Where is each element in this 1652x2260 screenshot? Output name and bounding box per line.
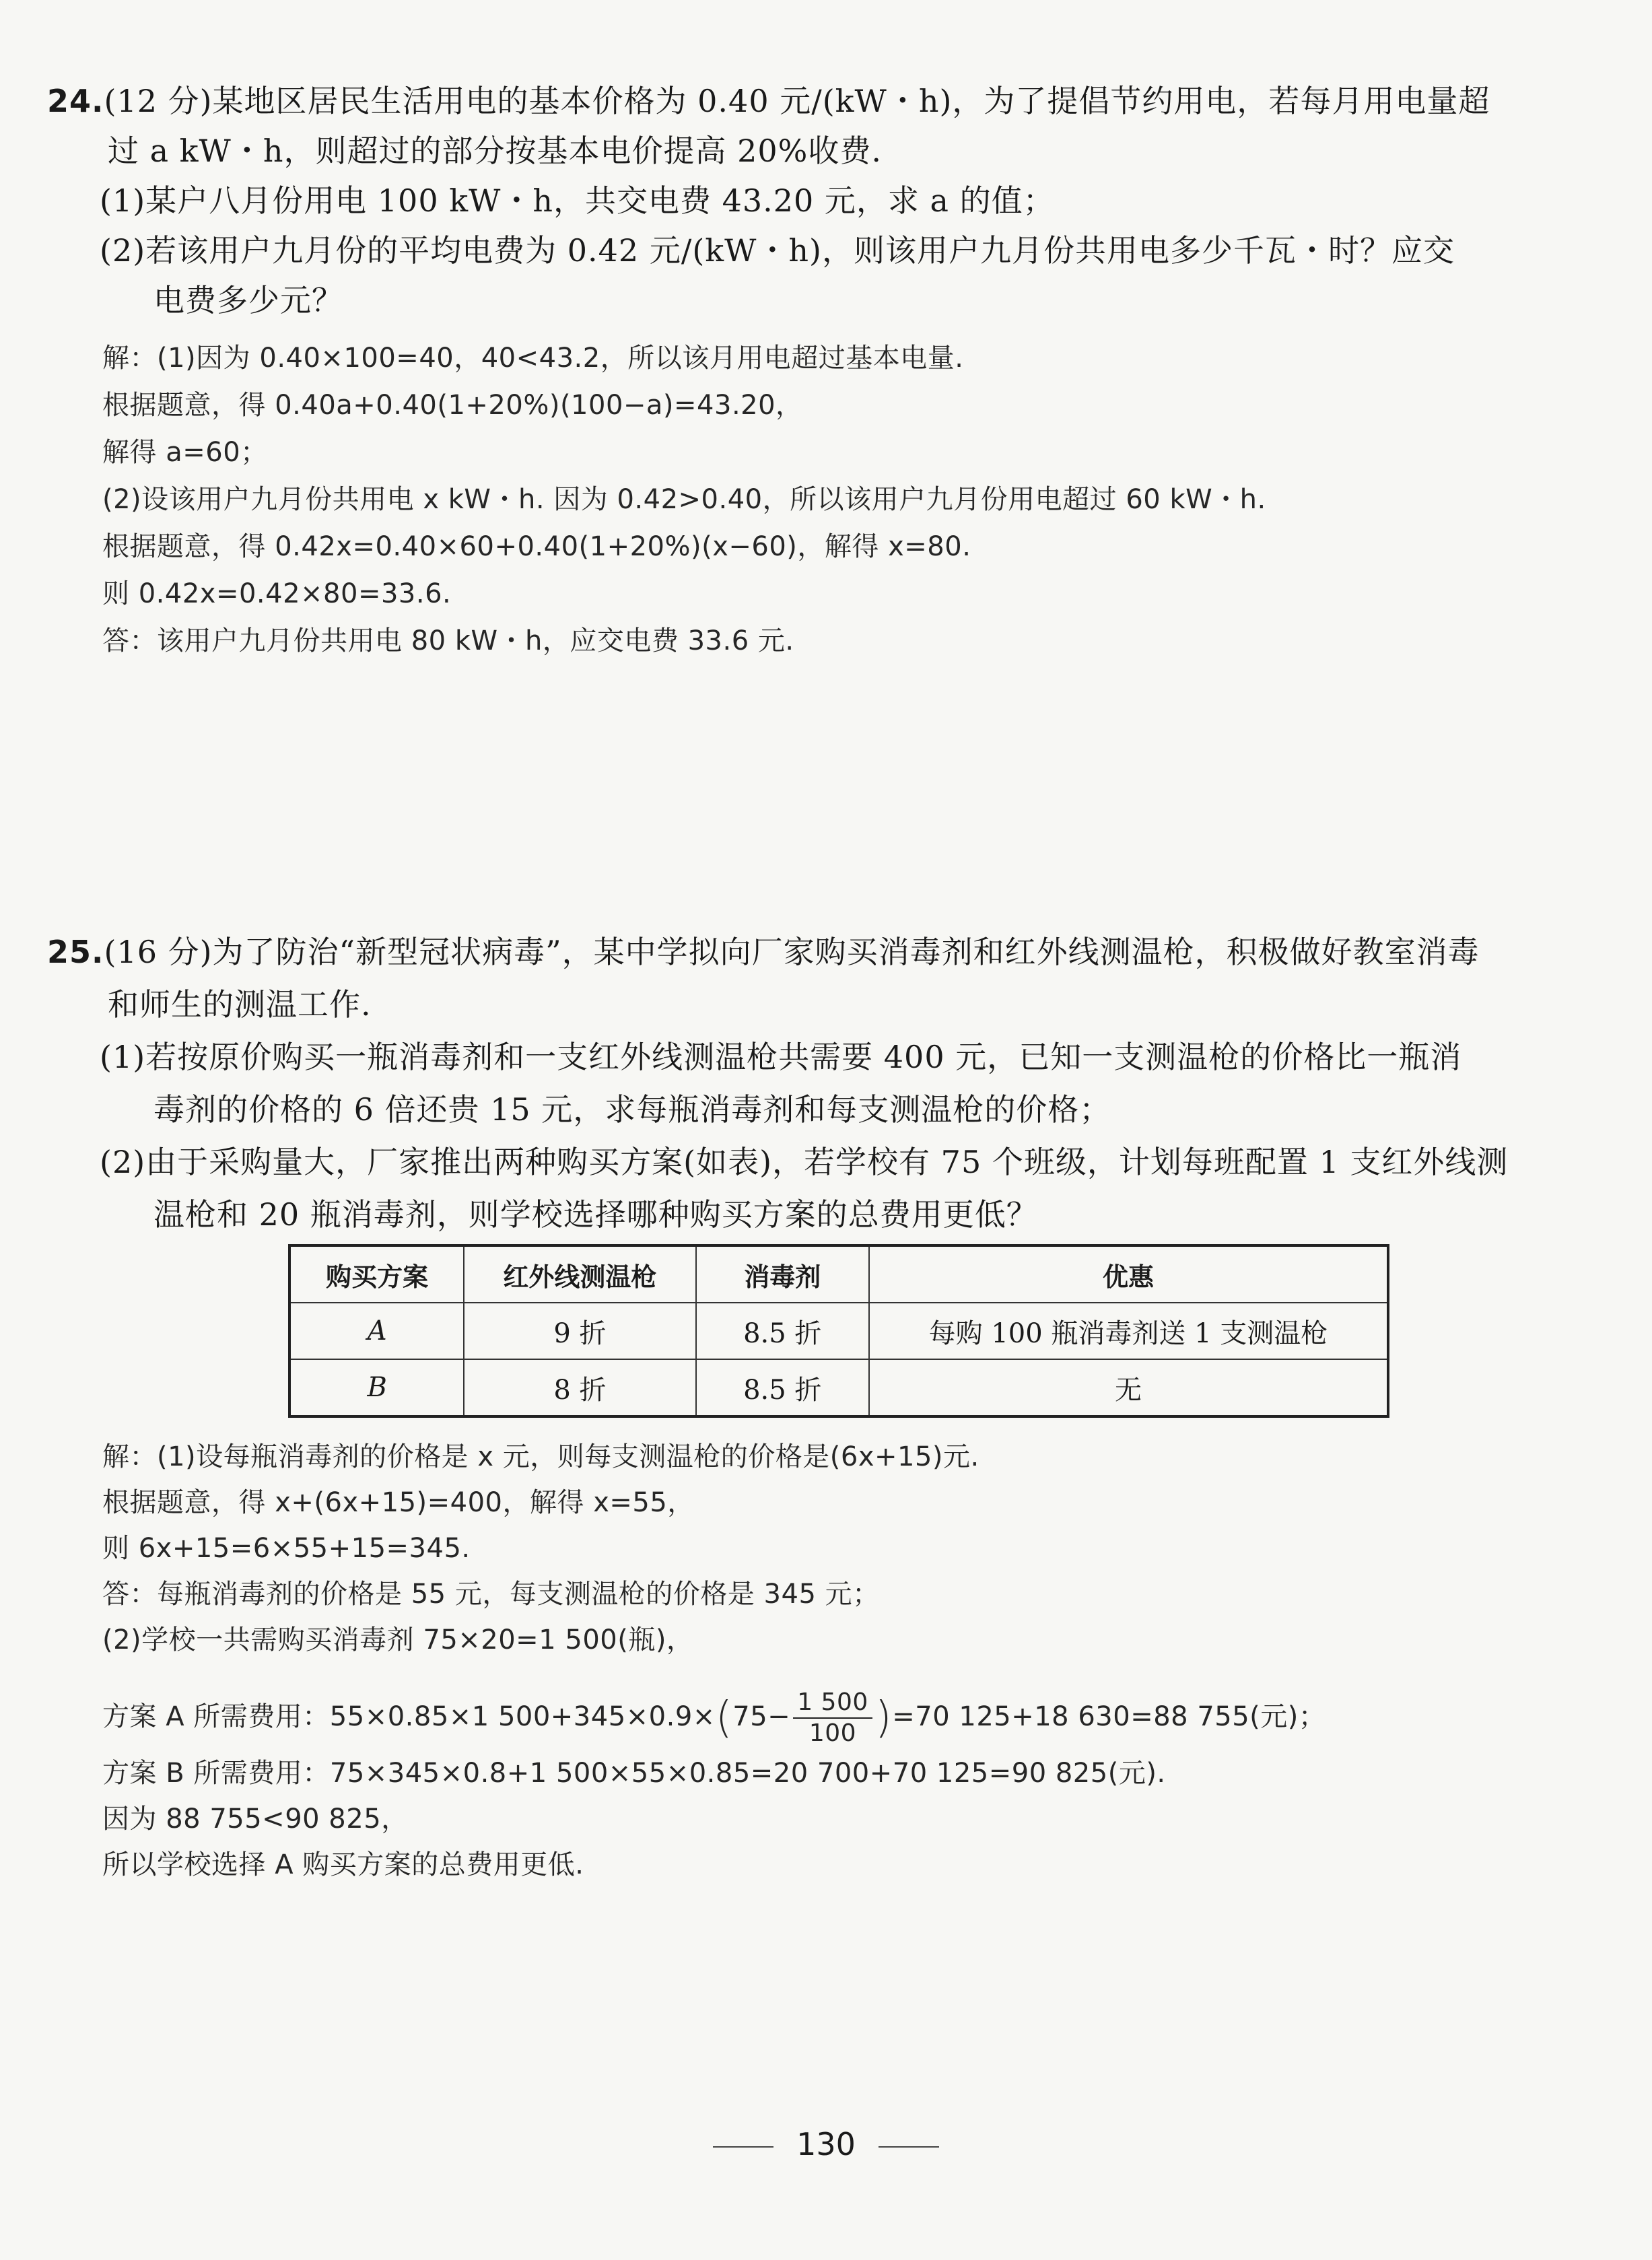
q25-solution-line: 因为 88 755<90 825， — [102, 1804, 409, 1835]
right-paren: ) — [874, 1693, 893, 1743]
q24-part1: (1)某户八月份用电 100 kW・h，共交电费 43.20 元，求 a 的值； — [100, 182, 1055, 219]
q24-part2a: (2)若该用户九月份的平均电费为 0.42 元/(kW・h)，则该用户九月份共用电多少千瓦・时？应交 — [100, 232, 1455, 269]
q24-line2: 过 a kW・h，则超过的部分按基本电价提高 20%收费. — [108, 133, 882, 169]
table-row — [289, 1303, 1388, 1359]
q25-solution-line: 根据题意，得 x+(6x+15)=400，解得 x=55， — [102, 1487, 695, 1518]
divider — [879, 2146, 939, 2148]
page-number: 130 — [0, 2126, 1652, 2162]
q24-part2b: 电费多少元？ — [153, 282, 343, 318]
q24-number: 24. — [47, 83, 104, 119]
table-cell: 8.5 折 — [696, 1303, 869, 1359]
table-header: 消毒剂 — [696, 1245, 869, 1303]
left-paren: ( — [715, 1693, 733, 1743]
q24-solution-line: 根据题意，得 0.40a+0.40(1+20%)(100−a)=43.20， — [102, 390, 803, 421]
table-cell: A — [289, 1303, 464, 1359]
table-cell: 8.5 折 — [696, 1359, 869, 1416]
purchase-plan-table — [288, 1244, 1389, 1418]
table-cell: 无 — [869, 1359, 1388, 1416]
table-header-row — [289, 1245, 1388, 1303]
q24-solution-line: 根据题意，得 0.42x=0.40×60+0.40(1+20%)(x−60)，解得 x=80. — [102, 531, 971, 562]
plan-a-cost-line: 方案 A 所需费用：55×0.85×1 500+345×0.9×(75− $\frac{1 500}{100}$ )=70 125+18 630=88 755(元)； — [102, 1688, 1326, 1747]
q24-solution-line: 解得 a=60； — [102, 437, 268, 468]
q24-line1: 24.(12 分)某地区居民生活用电的基本价格为 0.40 元/(kW・h)，为了提倡节约用电，若每月用电量超 — [47, 83, 1490, 119]
q25-part2b: 温枪和 20 瓶消毒剂，则学校选择哪种购买方案的总费用更低？ — [153, 1196, 1038, 1233]
q24-solution-line: 则 0.42x=0.42×80=33.6. — [102, 578, 452, 609]
q25-line2: 和师生的测温工作. — [108, 986, 372, 1023]
q25-solution-line: (2)学校一共需购买消毒剂 75×20=1 500(瓶)， — [102, 1624, 694, 1655]
divider — [713, 2146, 773, 2148]
table-header: 购买方案 — [289, 1245, 464, 1303]
table-header: 红外线测温枪 — [464, 1245, 695, 1303]
q25-part1a: (1)若按原价购买一瓶消毒剂和一支红外线测温枪共需要 400 元，已知一支测温枪的价格比一瓶消 — [100, 1039, 1462, 1075]
fraction: $\frac{1 500}{100}$ — [793, 1688, 872, 1748]
q24-solution-line: 答：该用户九月份共用电 80 kW・h，应交电费 33.6 元. — [102, 625, 794, 656]
q25-part2a: (2)由于采购量大，厂家推出两种购买方案(如表)，若学校有 75 个班级，计划每班配置 1 支红外线测 — [100, 1144, 1509, 1180]
table-cell: 8 折 — [464, 1359, 695, 1416]
q24-solution-line: (2)设该用户九月份共用电 x kW・h. 因为 0.42>0.40，所以该用户九月份用电超过 60 kW・h. — [102, 484, 1266, 515]
q25-part1b: 毒剂的价格的 6 倍还贵 15 元，求每瓶消毒剂和每支测温枪的价格； — [153, 1091, 1111, 1128]
q25-solution-line: 方案 B 所需费用：75×345×0.8+1 500×55×0.85=20 700+70 125=90 825(元). — [102, 1758, 1166, 1789]
table-row — [289, 1359, 1388, 1416]
q24-solution-line: 解：(1)因为 0.40×100=40，40<43.2，所以该月用电超过基本电量. — [102, 343, 964, 374]
table-cell: B — [289, 1359, 464, 1416]
q25-solution-line: 答：每瓶消毒剂的价格是 55 元，每支测温枪的价格是 345 元； — [102, 1579, 880, 1610]
q25-line1: 25.(16 分)为了防治“新型冠状病毒”，某中学拟向厂家购买消毒剂和红外线测温枪，积极做好教室消毒 — [47, 934, 1480, 970]
table-header: 优惠 — [869, 1245, 1388, 1303]
q25-solution-line: 则 6x+15=6×55+15=345. — [102, 1533, 471, 1564]
q25-solution-line: 所以学校选择 A 购买方案的总费用更低. — [102, 1849, 584, 1880]
q25-number: 25. — [47, 934, 104, 970]
table-cell: 9 折 — [464, 1303, 695, 1359]
table-cell: 每购 100 瓶消毒剂送 1 支测温枪 — [869, 1303, 1388, 1359]
q25-solution-line: 解：(1)设每瓶消毒剂的价格是 x 元，则每支测温枪的价格是(6x+15)元. — [102, 1441, 979, 1472]
